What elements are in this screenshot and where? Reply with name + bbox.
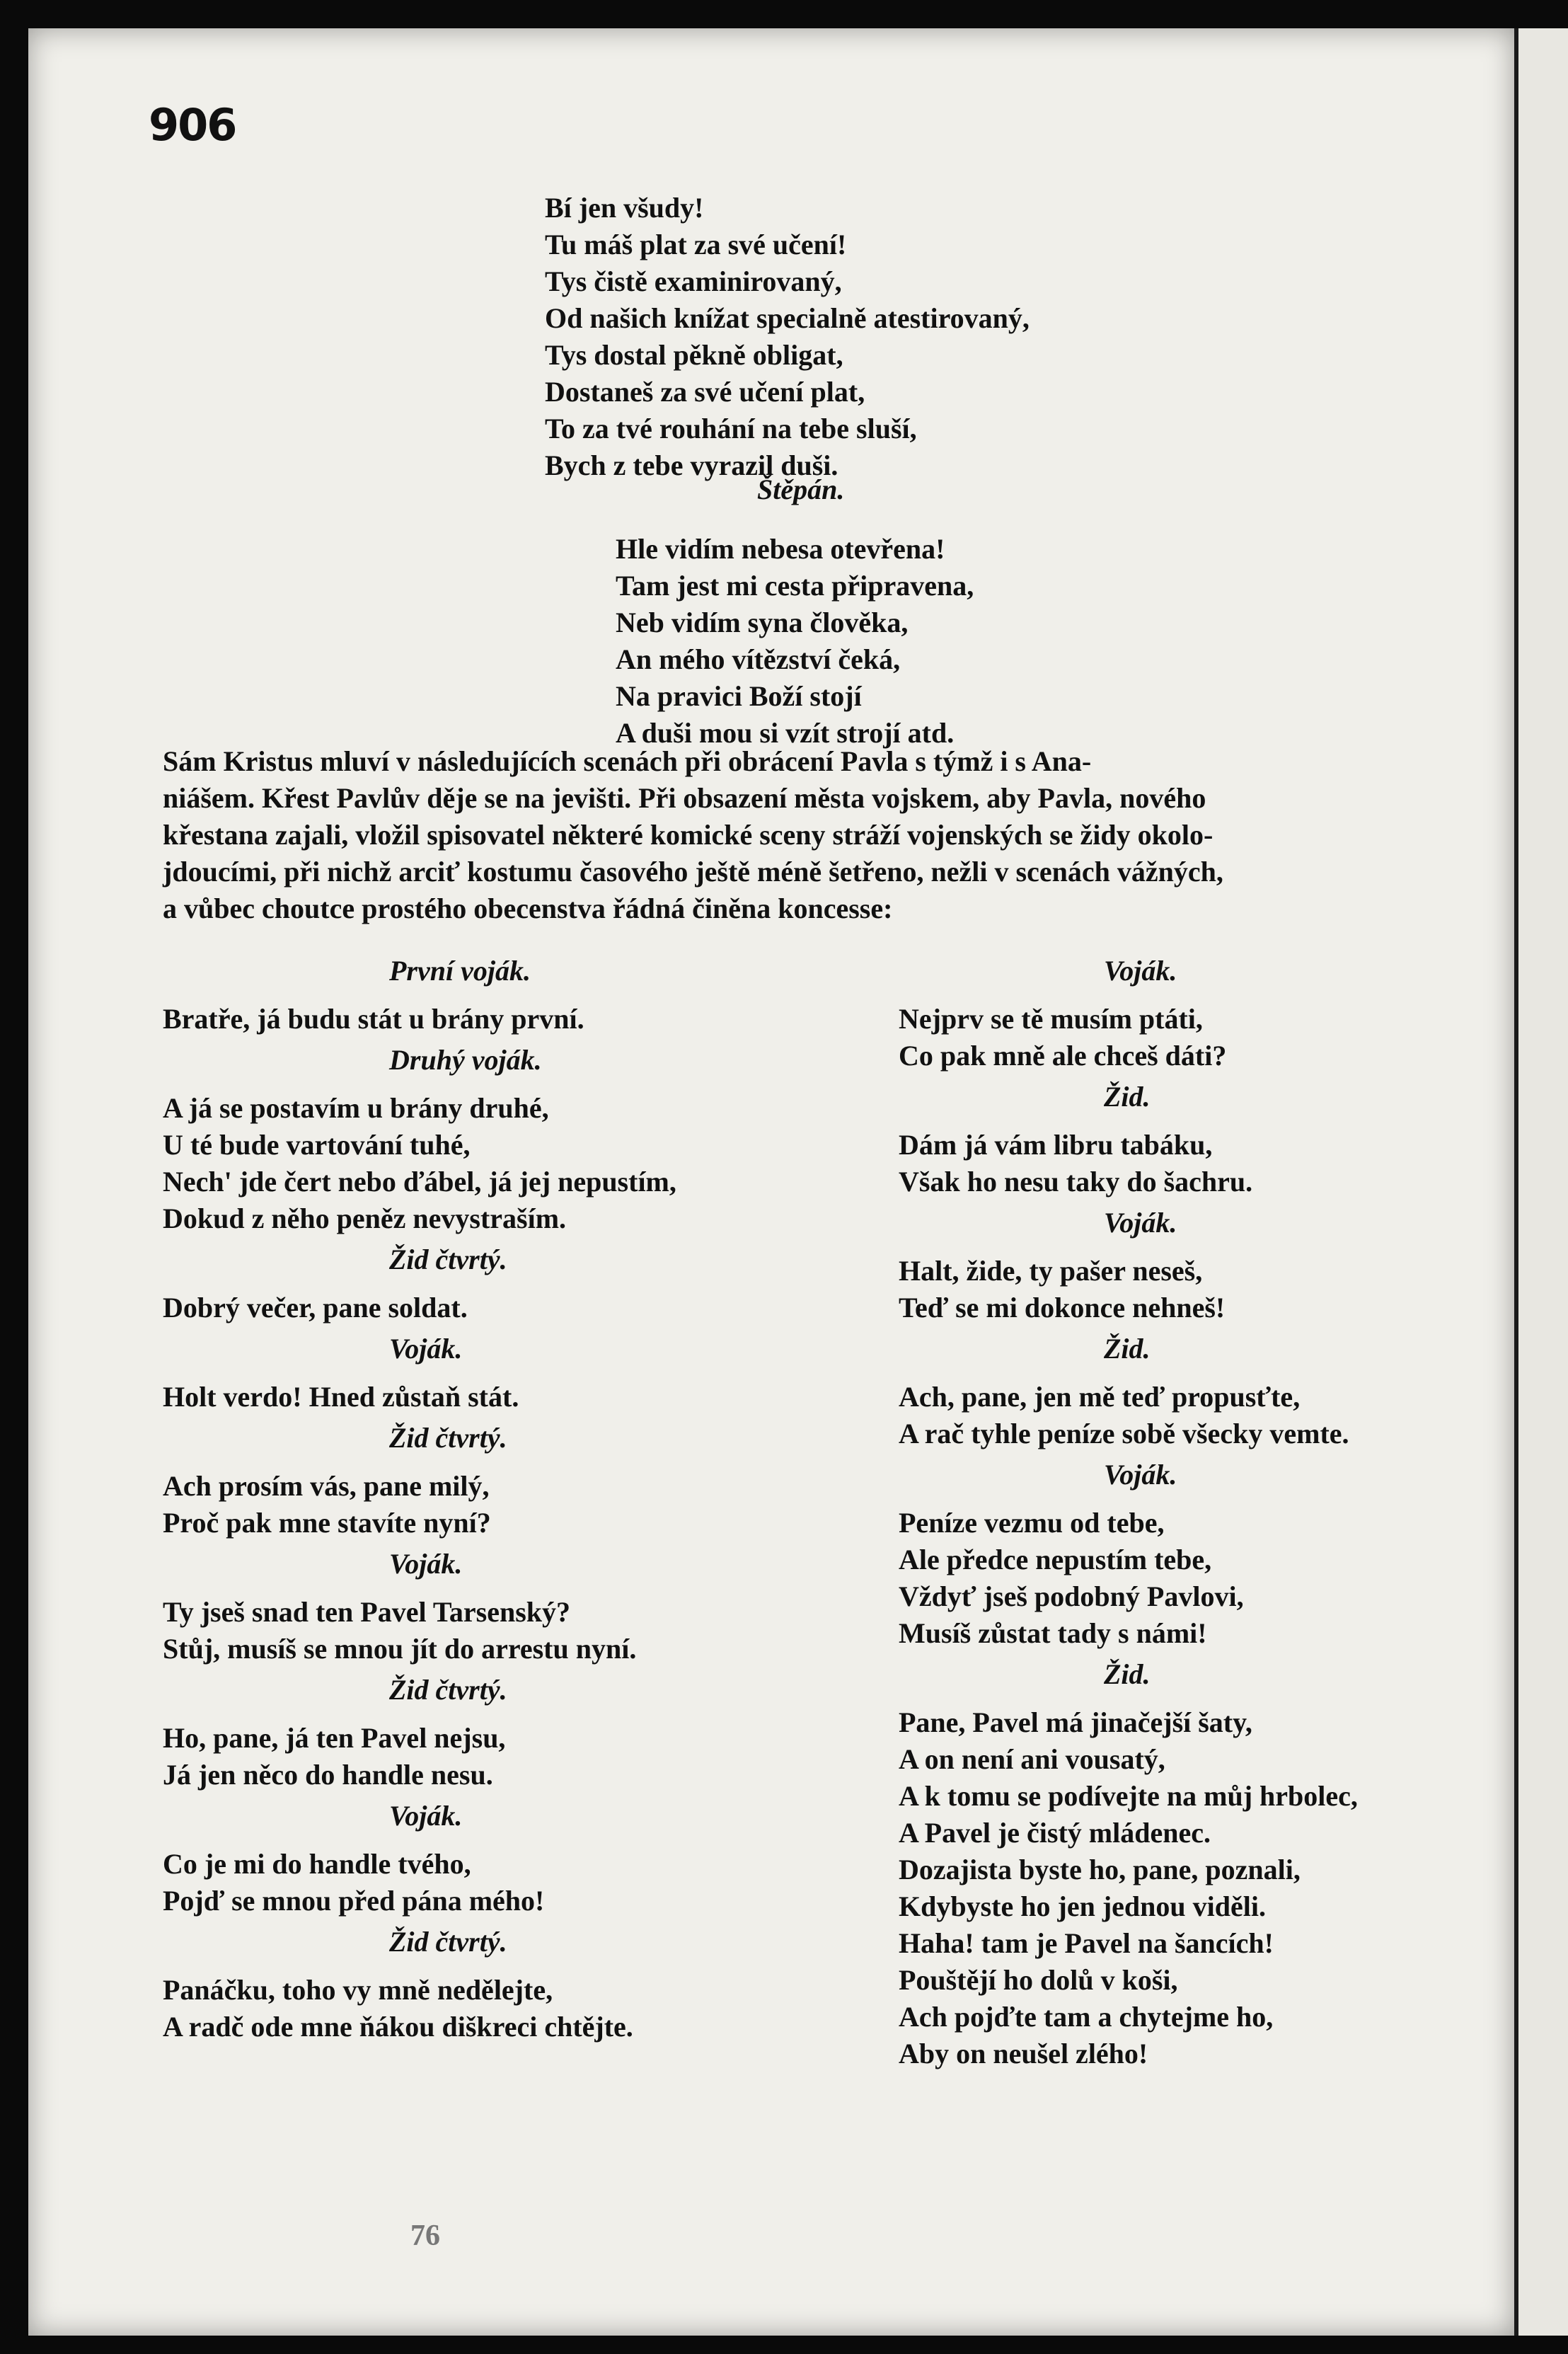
prose-line: a vůbec choutce prostého obecenstva řádná činěna koncesse: xyxy=(163,892,893,924)
dialogue-line: Peníze vezmu od tebe, xyxy=(899,1507,1165,1539)
dialogue-line: Co je mi do handle tvého, xyxy=(163,1848,471,1880)
dialogue-line: Bratře, já budu stát u brány první. xyxy=(163,1003,584,1035)
bleed-through-mark: 76 xyxy=(410,2220,440,2252)
speaker-label: Žid. xyxy=(1104,1081,1151,1113)
dialogue-line: A Pavel je čistý mládenec. xyxy=(899,1817,1211,1849)
dialogue-line: A já se postavím u brány druhé, xyxy=(163,1092,549,1124)
speaker-label: Voják. xyxy=(389,1548,463,1580)
dialogue-line: Holt verdo! Hned zůstaň stát. xyxy=(163,1381,519,1413)
dialogue-line: Pouštějí ho dolů v koši, xyxy=(899,1964,1178,1996)
left-dialogue-column xyxy=(163,948,842,2045)
speaker-label: První voják. xyxy=(389,955,531,987)
dialogue-line: Ale předce nepustím tebe, xyxy=(899,1544,1212,1575)
verse-line: Na pravici Boží stojí xyxy=(616,680,862,712)
dialogue-line: Ach prosím vás, pane milý, xyxy=(163,1470,490,1502)
dialogue-line: Co pak mně ale chceš dáti? xyxy=(899,1040,1227,1072)
dialogue-line: Ty jseš snad ten Pavel Tarsenský? xyxy=(163,1596,571,1628)
speaker-stepan: Štěpán. xyxy=(757,473,845,505)
dialogue-line: Dokud z něho peněz nevystraším. xyxy=(163,1202,567,1234)
dialogue-line: Ach, pane, jen mě teď propusťte, xyxy=(899,1381,1301,1413)
speaker-label: Žid čtvrtý. xyxy=(389,1422,507,1454)
verse-line: Tys čistě examinirovaný, xyxy=(545,265,842,297)
dialogue-line: Pojď se mnou před pána mého! xyxy=(163,1885,545,1917)
verse-line: Neb vidím syna člověka, xyxy=(616,607,909,638)
dialogue-line: Halt, žide, ty pašer neseš, xyxy=(899,1255,1203,1287)
dialogue-line: U té bude vartování tuhé, xyxy=(163,1129,471,1161)
dialogue-line: Haha! tam je Pavel na šancích! xyxy=(899,1927,1274,1959)
dialogue-line: A on není ani vousatý, xyxy=(899,1743,1165,1775)
speaker-label: Žid. xyxy=(1104,1333,1151,1365)
dialogue-line: Vždyť jseš podobný Pavlovi, xyxy=(899,1580,1244,1612)
dialogue-line: Dám já vám libru tabáku, xyxy=(899,1129,1213,1161)
verse-line: Dostaneš za své učení plat, xyxy=(545,376,865,408)
prose-line: křestana zajali, vložil spisovatel některé komické sceny stráží vojenských se židy okolo- xyxy=(163,819,1214,851)
speaker-label: Žid čtvrtý. xyxy=(389,1926,507,1958)
speaker-label: Voják. xyxy=(1104,1207,1177,1239)
verse-line: To za tvé rouhání na tebe sluší, xyxy=(545,413,917,444)
verse-line: Bí jen všudy! xyxy=(545,192,704,224)
dialogue-line: Stůj, musíš se mnou jít do arrestu nyní. xyxy=(163,1633,637,1665)
dialogue-line: Nech' jde čert nebo ďábel, já jej nepustím, xyxy=(163,1166,676,1198)
book-page xyxy=(28,28,1514,2336)
speaker-label: Voják. xyxy=(389,1333,463,1365)
page-number: 906 xyxy=(149,99,236,151)
dialogue-line: Ho, pane, já ten Pavel nejsu, xyxy=(163,1722,506,1754)
dialogue-line: Panáčku, toho vy mně nedělejte, xyxy=(163,1974,553,2006)
dialogue-line: Proč pak mne stavíte nyní? xyxy=(163,1507,491,1539)
verse-line: A duši mou si vzít strojí atd. xyxy=(616,717,955,749)
dialogue-line: A rač tyhle peníze sobě všecky vemte. xyxy=(899,1418,1349,1449)
dialogue-line: Aby on neušel zlého! xyxy=(899,2038,1148,2069)
dialogue-line: Dobrý večer, pane soldat. xyxy=(163,1292,468,1324)
verse-line: Tu máš plat za své učení! xyxy=(545,229,847,260)
speaker-label: Voják. xyxy=(1104,955,1177,987)
speaker-label: Žid. xyxy=(1104,1658,1151,1690)
dialogue-line: Kdybyste ho jen jednou viděli. xyxy=(899,1890,1266,1922)
prose-paragraph xyxy=(163,743,1507,927)
prose-line: niášem. Křest Pavlův děje se na jevišti. Při obsazení města vojskem, aby Pavla, nového xyxy=(163,782,1206,814)
verse-line: An mého vítězství čeká, xyxy=(616,643,901,675)
dialogue-line: Ach pojďte tam a chytejme ho, xyxy=(899,2001,1274,2033)
dialogue-line: Teď se mi dokonce nehneš! xyxy=(899,1292,1226,1324)
dialogue-line: Dozajista byste ho, pane, poznali, xyxy=(899,1854,1301,1885)
dialogue-line: A radč ode mne ňákou diškreci chtějte. xyxy=(163,2011,633,2043)
speaker-label: Žid čtvrtý. xyxy=(389,1674,507,1706)
dialogue-line: Já jen něco do handle nesu. xyxy=(163,1759,493,1791)
prose-line: Sám Kristus mluví v následujících scenách při obrácení Pavla s týmž i s Ana- xyxy=(163,745,1092,777)
adjacent-page-edge xyxy=(1514,28,1568,2336)
dialogue-line: Pane, Pavel má jinačejší šaty, xyxy=(899,1706,1252,1738)
speaker-label: Žid čtvrtý. xyxy=(389,1244,507,1275)
speaker-label: Voják. xyxy=(389,1800,463,1832)
prose-line: jdoucími, při nichž arciť kostumu časového ještě méně šetřeno, nežli v scenách vážných, xyxy=(163,856,1223,888)
verse-line: Bych z tebe vyrazil duši. xyxy=(545,449,838,481)
dialogue-line: Nejprv se tě musím ptáti, xyxy=(899,1003,1203,1035)
verse-line: Od našich knížat specialně atestirovaný, xyxy=(545,302,1030,334)
speaker-label: Druhý voják. xyxy=(389,1044,542,1076)
dialogue-line: Musíš zůstat tady s námi! xyxy=(899,1617,1207,1649)
speaker-label: Voják. xyxy=(1104,1459,1177,1491)
verse-line: Hle vidím nebesa otevřena! xyxy=(616,533,945,565)
right-dialogue-column xyxy=(899,948,1521,2072)
dialogue-line: A k tomu se podívejte na můj hrbolec, xyxy=(899,1780,1358,1812)
dialogue-line: Však ho nesu taky do šachru. xyxy=(899,1166,1253,1198)
verse-line: Tys dostal pěkně obligat, xyxy=(545,339,843,371)
verse-line: Tam jest mi cesta připravena, xyxy=(616,570,974,602)
